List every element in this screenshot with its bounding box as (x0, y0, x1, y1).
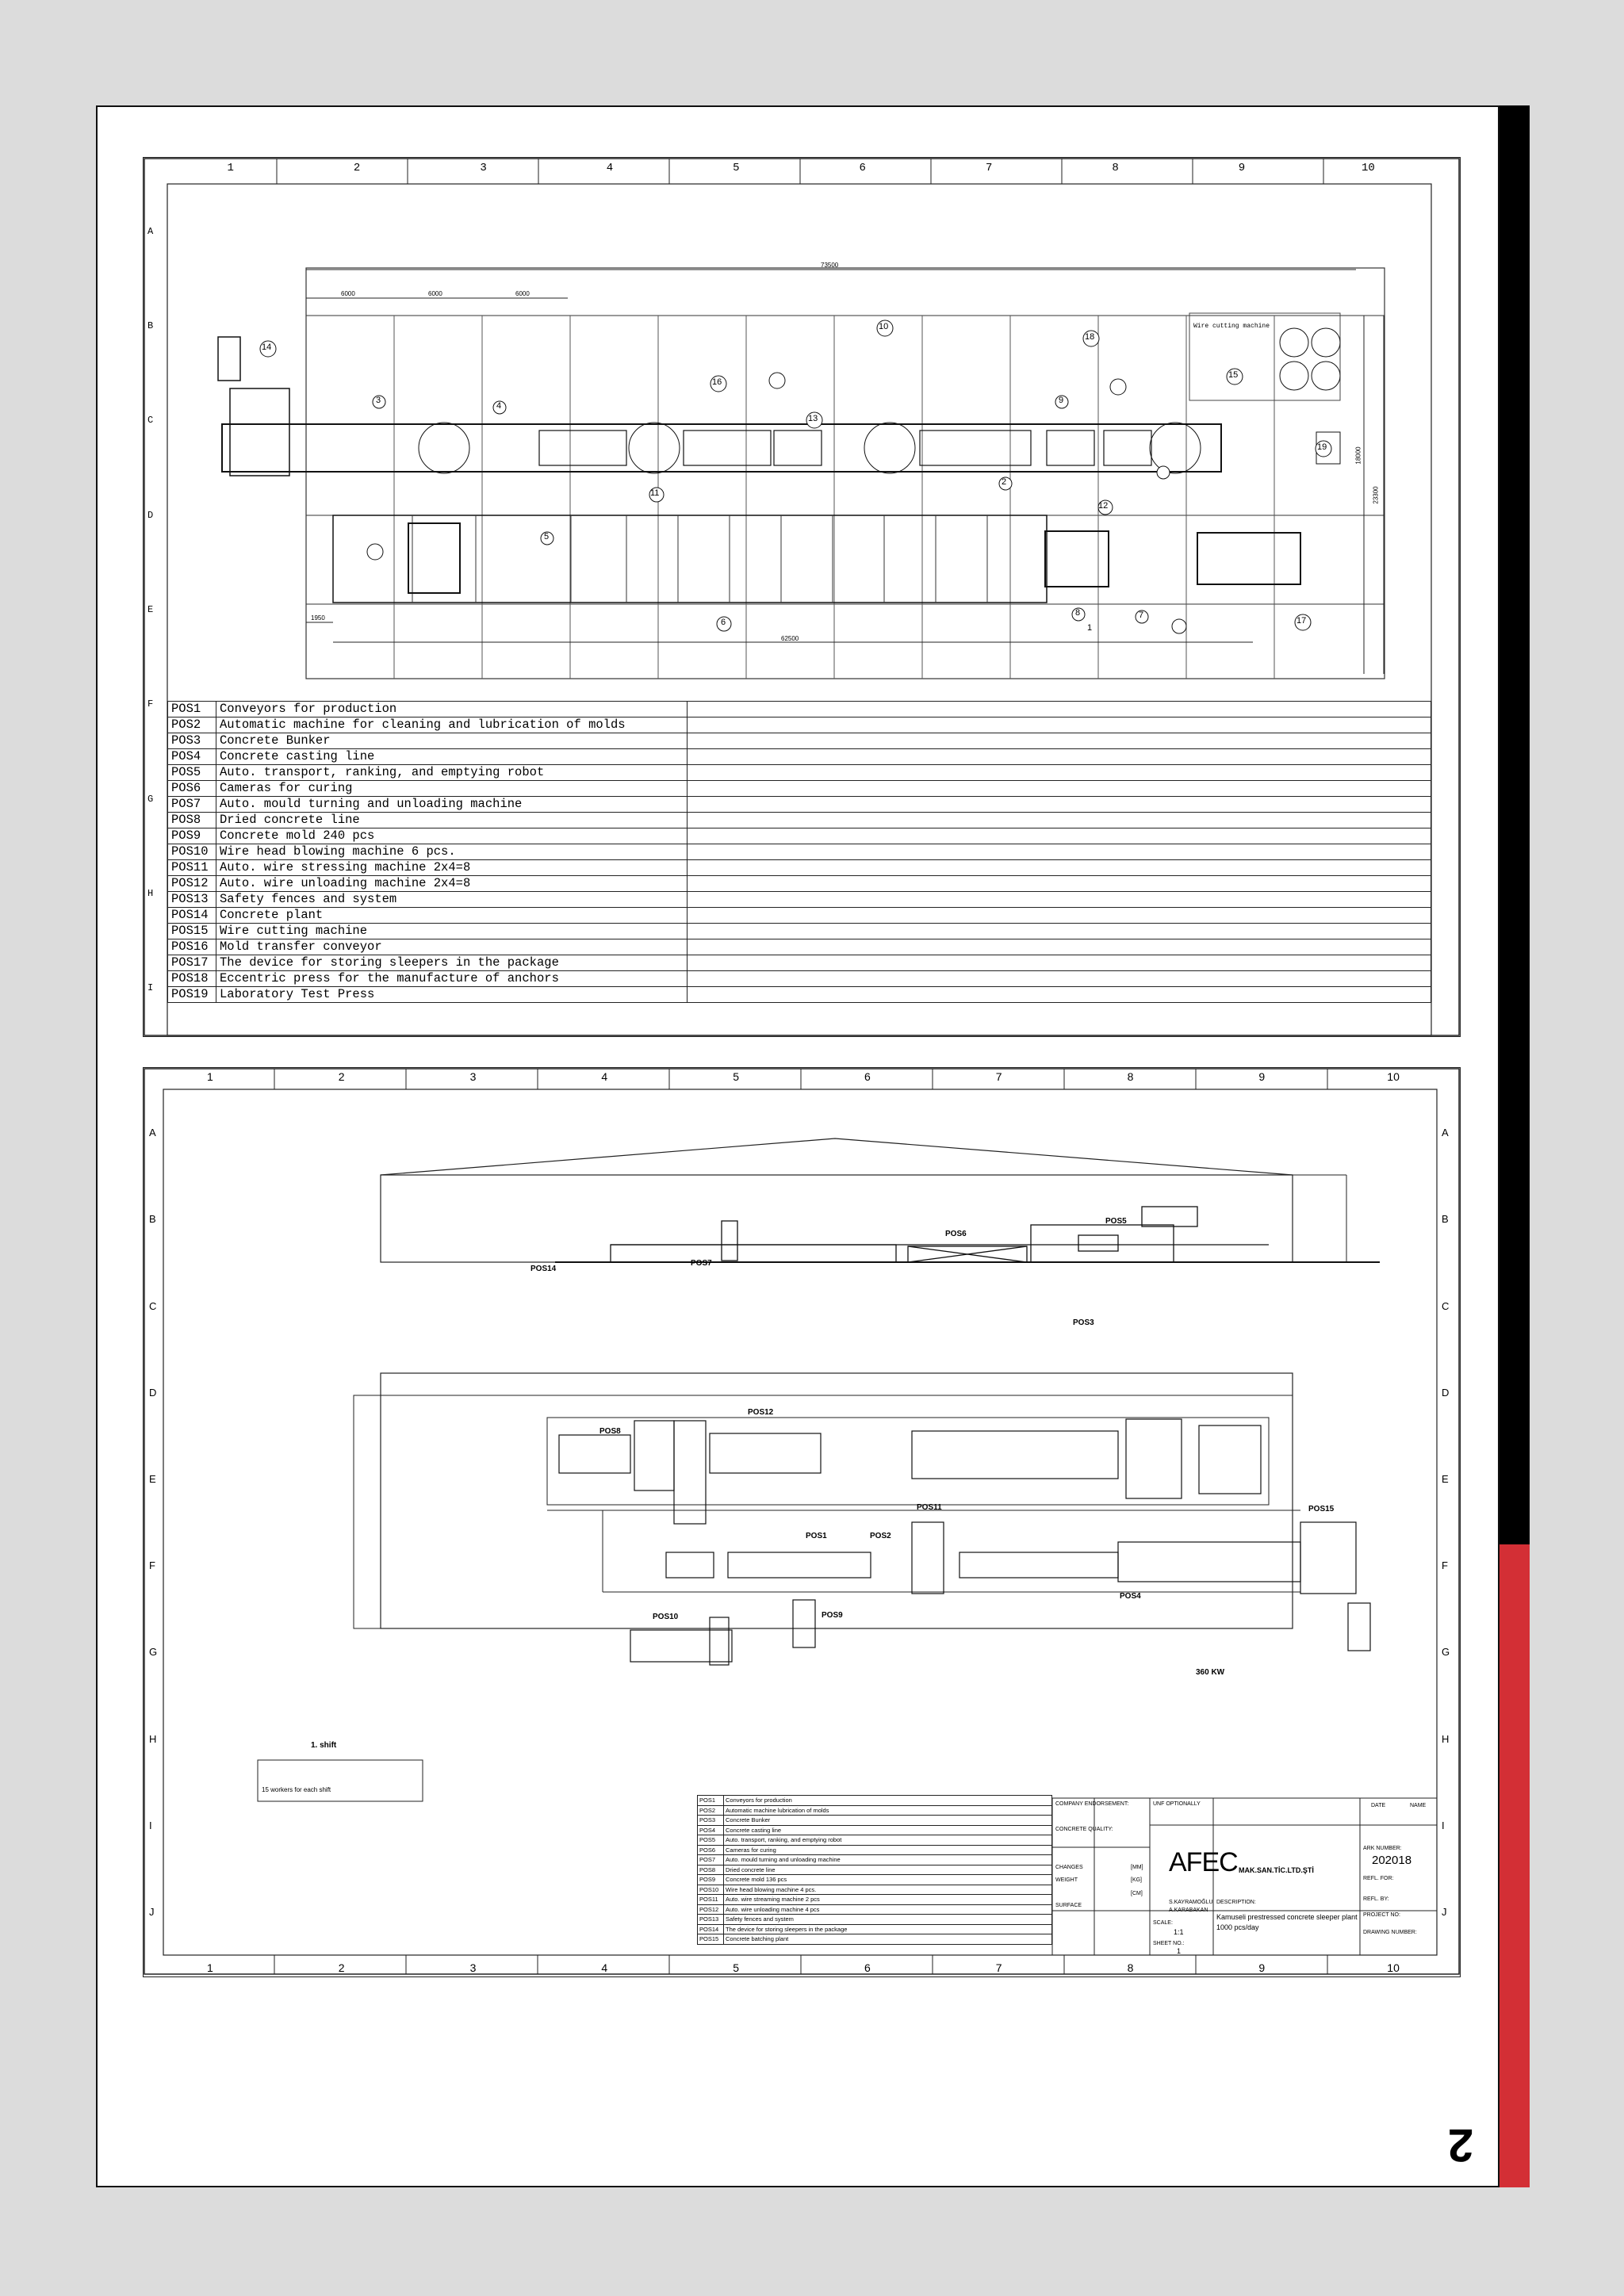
table-row (168, 749, 1431, 765)
tb-project-no: PROJECT NO: (1363, 1912, 1400, 1918)
pos-name: Concrete Bunker (724, 1816, 1052, 1826)
pos-id: POS8 (698, 1865, 724, 1875)
row-label: D (1442, 1386, 1450, 1399)
row-label: C (149, 1299, 157, 1312)
tb-description-label: DESCRIPTION: (1216, 1900, 1256, 1905)
pos-empty (688, 813, 1431, 828)
row-label: J (149, 1905, 155, 1918)
sheet1-column-labels (167, 162, 1431, 178)
tb-name: NAME (1410, 1803, 1427, 1808)
tb-drawn: S.KAYRAMOĞLU (1169, 1900, 1213, 1905)
table-row (698, 1796, 1052, 1806)
pos-id: POS5 (698, 1835, 724, 1846)
callout-number: 3 (376, 396, 381, 405)
col-label: 1 (207, 1070, 213, 1083)
tb-unit-cm: [CM] (1131, 1891, 1143, 1896)
pos-name: Concrete casting line (216, 749, 688, 765)
label-pos1: POS1 (806, 1532, 827, 1540)
callout-number: 4 (496, 401, 502, 411)
label-pos8: POS8 (599, 1427, 621, 1436)
callout-number: 6 (721, 618, 726, 627)
pos-name: Dried concrete line (724, 1865, 1052, 1875)
table-row (698, 1835, 1052, 1846)
col-label: 4 (601, 1070, 608, 1083)
row-label: E (149, 1472, 156, 1485)
col-label: 9 (1238, 162, 1246, 174)
table-row (168, 939, 1431, 955)
callout-number: 2 (1002, 477, 1007, 487)
pos-id: POS1 (168, 702, 216, 718)
sheet2-column-labels-top (144, 1070, 1459, 1085)
label-pos10: POS10 (653, 1613, 679, 1621)
row-label: H (147, 887, 154, 899)
table-row (698, 1845, 1052, 1855)
col-label: 5 (733, 1961, 739, 1974)
pos-name: Concrete casting line (724, 1825, 1052, 1835)
tb-refl-for: REFL. FOR: (1363, 1876, 1394, 1881)
row-label: B (147, 320, 154, 331)
table-row (698, 1875, 1052, 1885)
col-label: 8 (1127, 1961, 1134, 1974)
pos-id: POS9 (698, 1875, 724, 1885)
table-row (698, 1934, 1052, 1945)
col-label: 6 (864, 1070, 871, 1083)
table-row (168, 718, 1431, 733)
row-label: G (149, 1646, 158, 1659)
row-label: A (1442, 1127, 1449, 1139)
tb-drawing-number: DRAWING NUMBER: (1363, 1930, 1417, 1935)
pos-id: POS2 (698, 1805, 724, 1816)
col-label: 6 (859, 162, 866, 174)
tb-company-endorsement: COMPANY ENDORSEMENT: (1055, 1801, 1129, 1807)
col-label: 2 (353, 162, 361, 174)
sheet2-column-labels-bottom (144, 1961, 1459, 1976)
tb-unit-mm: [MM] (1131, 1865, 1143, 1870)
company-logo-text: AFEC (1169, 1847, 1238, 1877)
row-label: A (149, 1127, 156, 1139)
pos-empty (688, 908, 1431, 924)
pos-name: Concrete batching plant (724, 1934, 1052, 1945)
wire-cutting-label: Wire cutting machine (1193, 323, 1270, 330)
pos-name: Concrete mold 240 pcs (216, 828, 688, 844)
col-label: 4 (601, 1961, 608, 1974)
row-label: D (147, 509, 154, 521)
pos-empty (688, 828, 1431, 844)
row-label: A (147, 225, 154, 237)
power-label: 360 KW (1196, 1668, 1225, 1677)
tb-ark-number-label: ARK NUMBER: (1363, 1846, 1402, 1851)
pos-id: POS3 (698, 1816, 724, 1826)
pos-id: POS10 (698, 1885, 724, 1895)
col-label: 10 (1387, 1070, 1400, 1083)
label-pos15: POS15 (1308, 1505, 1335, 1513)
pos-id: POS6 (698, 1845, 724, 1855)
tb-sheet-no: 1 (1177, 1947, 1182, 1955)
table-row (168, 844, 1431, 860)
pos-name: The device for storing sleepers in the package (216, 955, 688, 971)
dim-total-length: 73500 (821, 262, 839, 269)
sheet2-row-labels-right (1442, 1089, 1454, 1955)
pos-name: Auto. wire unloading machine 2x4=8 (216, 876, 688, 892)
row-label: D (149, 1386, 157, 1399)
pos-empty (688, 860, 1431, 876)
pos-name: Auto. wire streaming machine 2 pcs (724, 1895, 1052, 1905)
table-row (168, 733, 1431, 749)
tb-changes: CHANGES (1055, 1865, 1083, 1870)
col-label: 8 (1127, 1070, 1134, 1083)
pos-id: POS5 (168, 765, 216, 781)
pos-name: Dried concrete line (216, 813, 688, 828)
col-label: 10 (1361, 162, 1375, 174)
company-suffix: MAK.SAN.TİC.LTD.ŞTİ (1239, 1866, 1314, 1874)
table-row (698, 1895, 1052, 1905)
callout-number: 16 (712, 377, 722, 387)
pos-id: POS6 (168, 781, 216, 797)
pos-name: Wire cutting machine (216, 924, 688, 939)
pos-id: POS12 (168, 876, 216, 892)
row-label: I (147, 982, 154, 994)
pos-empty (688, 797, 1431, 813)
row-label: H (149, 1732, 157, 1745)
pos-empty (688, 892, 1431, 908)
pos-id: POS13 (698, 1915, 724, 1925)
pos-id: POS11 (698, 1895, 724, 1905)
pos-name: Mold transfer conveyor (216, 939, 688, 955)
row-label: F (1442, 1559, 1448, 1572)
tb-surface: SURFACE (1055, 1903, 1082, 1908)
pos-name: Eccentric press for the manufacture of anchors (216, 971, 688, 987)
pos-empty (688, 733, 1431, 749)
table-row (698, 1816, 1052, 1826)
pos-name: The device for storing sleepers in the package (724, 1924, 1052, 1934)
callout-number: 17 (1297, 616, 1307, 626)
table-row (168, 797, 1431, 813)
row-label: G (1442, 1646, 1450, 1659)
pos-name: Concrete Bunker (216, 733, 688, 749)
col-label: 6 (864, 1961, 871, 1974)
dim-d2: 6000 (428, 290, 442, 297)
sheet1-row-labels (147, 184, 163, 1035)
callout-number: 13 (808, 414, 818, 423)
pos-empty (688, 781, 1431, 797)
label-pos6: POS6 (945, 1230, 967, 1238)
row-label: G (147, 793, 154, 805)
pos-empty (688, 955, 1431, 971)
pos-name: Wire head blowing machine 6 pcs. (216, 844, 688, 860)
pos-empty (688, 876, 1431, 892)
col-label: 3 (480, 162, 487, 174)
table-row (698, 1855, 1052, 1866)
col-label: 5 (733, 1070, 739, 1083)
dim-d1: 6000 (341, 290, 355, 297)
callout-number: 15 (1228, 370, 1239, 380)
tb-unit-kg: [KG] (1131, 1877, 1143, 1883)
pos-name: Cameras for curing (724, 1845, 1052, 1855)
tb-scale-label: SCALE: (1153, 1920, 1173, 1926)
pos-id: POS11 (168, 860, 216, 876)
pos-id: POS2 (168, 718, 216, 733)
callout-number: 14 (262, 342, 272, 352)
pos-name: Conveyors for production (216, 702, 688, 718)
tb-date: DATE (1371, 1803, 1386, 1808)
shift-title: 1. shift (311, 1741, 337, 1750)
col-label: 4 (606, 162, 614, 174)
pos-name: Auto. wire unloading machine 4 pcs (724, 1904, 1052, 1915)
table-row (168, 781, 1431, 797)
table-row (698, 1885, 1052, 1895)
table-row (168, 924, 1431, 939)
pos-id: POS14 (698, 1924, 724, 1934)
col-label: 2 (338, 1070, 345, 1083)
pos-empty (688, 702, 1431, 718)
row-label: B (1442, 1213, 1449, 1226)
pos-id: POS14 (168, 908, 216, 924)
dim-left-small: 1950 (311, 614, 325, 622)
pos-id: POS7 (698, 1855, 724, 1866)
table-row (168, 971, 1431, 987)
page-number: 2 (1447, 2119, 1474, 2171)
pos-name: Laboratory Test Press (216, 987, 688, 1003)
tb-sheet-no-label: SHEET NO.: (1153, 1941, 1185, 1946)
col-label: 1 (227, 162, 234, 174)
tb-ark-number: 202018 (1372, 1854, 1412, 1867)
pos-name: Concrete plant (216, 908, 688, 924)
pos-id: POS17 (168, 955, 216, 971)
callout-number: 19 (1317, 442, 1327, 452)
pos-empty (688, 987, 1431, 1003)
callout-number: 10 (879, 322, 889, 331)
tb-concrete-quality: CONCRETE QUALITY: (1055, 1827, 1113, 1832)
sheet2-row-labels-left (149, 1089, 162, 1955)
callout-number: 1 (1087, 623, 1093, 633)
pos-name: Automatic machine lubrication of molds (724, 1805, 1052, 1816)
table-row (168, 876, 1431, 892)
pos-empty (688, 749, 1431, 765)
pos-name: Auto. mould turning and unloading machine (216, 797, 688, 813)
col-label: 7 (995, 1961, 1002, 1974)
col-label: 9 (1258, 1070, 1266, 1083)
row-label: F (149, 1559, 155, 1572)
label-pos9: POS9 (822, 1611, 843, 1620)
label-pos3: POS3 (1073, 1318, 1094, 1327)
row-label: C (1442, 1299, 1450, 1312)
shift-note: 15 workers for each shift (262, 1786, 331, 1793)
col-label: 8 (1112, 162, 1119, 174)
col-label: 9 (1258, 1961, 1266, 1974)
pos-id: POS8 (168, 813, 216, 828)
callout-number: 11 (650, 488, 660, 498)
pos-id: POS4 (698, 1825, 724, 1835)
tb-optional: UNF OPTIONALLY (1153, 1801, 1201, 1807)
row-label: C (147, 415, 154, 427)
tb-checked: A.KARABAKAN (1169, 1908, 1208, 1913)
dim-right-inner: 18000 (1354, 446, 1362, 465)
label-pos12: POS12 (748, 1408, 774, 1417)
pos-id: POS19 (168, 987, 216, 1003)
tb-scale: 1:1 (1174, 1928, 1184, 1936)
callout-number: 8 (1075, 608, 1081, 618)
label-pos14: POS14 (530, 1265, 557, 1273)
table-row (168, 813, 1431, 828)
pos-name: Auto. wire stressing machine 2x4=8 (216, 860, 688, 876)
pos-empty (688, 924, 1431, 939)
row-label: I (1442, 1819, 1445, 1831)
callout-number: 5 (544, 532, 550, 541)
pos-empty (688, 939, 1431, 955)
position-legend-table (167, 701, 1431, 1003)
label-pos11: POS11 (917, 1503, 942, 1512)
pos-empty (688, 718, 1431, 733)
table-row (168, 828, 1431, 844)
dim-d3: 6000 (515, 290, 530, 297)
tb-description: Kamuseli prestressed concrete sleeper plant 1000 pcs/day (1216, 1913, 1358, 1931)
pos-name: Auto. transport, ranking, and emptying robot (724, 1835, 1052, 1846)
col-label: 7 (995, 1070, 1002, 1083)
row-label: B (149, 1213, 156, 1226)
col-label: 3 (469, 1961, 477, 1974)
callout-number: 12 (1098, 501, 1109, 511)
col-label: 1 (207, 1961, 213, 1974)
pos-name: Auto. mould turning and unloading machine (724, 1855, 1052, 1866)
row-label: J (1442, 1905, 1447, 1918)
table-row (698, 1904, 1052, 1915)
dim-right-height: 23300 (1372, 486, 1380, 504)
pos-name: Automatic machine for cleaning and lubrication of molds (216, 718, 688, 733)
pos-id: POS12 (698, 1904, 724, 1915)
col-label: 10 (1387, 1961, 1400, 1974)
pos-name: Safety fences and system (724, 1915, 1052, 1925)
row-label: I (149, 1819, 152, 1831)
pos-id: POS9 (168, 828, 216, 844)
tb-weight: WEIGHT (1055, 1877, 1078, 1883)
label-pos2: POS2 (870, 1532, 891, 1540)
pos-id: POS1 (698, 1796, 724, 1806)
pos-name: Conveyors for production (724, 1796, 1052, 1806)
col-label: 2 (338, 1961, 345, 1974)
table-row (168, 955, 1431, 971)
table-row (698, 1825, 1052, 1835)
row-label: E (1442, 1472, 1449, 1485)
table-row (168, 702, 1431, 718)
pos-id: POS15 (698, 1934, 724, 1945)
table-row (168, 860, 1431, 876)
label-pos4: POS4 (1120, 1592, 1141, 1601)
pos-name: Safety fences and system (216, 892, 688, 908)
pos-id: POS16 (168, 939, 216, 955)
sheet2-position-table (697, 1795, 1052, 1945)
dim-bottom-length: 62500 (781, 635, 799, 642)
table-row (168, 987, 1431, 1003)
row-label: F (147, 698, 154, 710)
table-row (168, 892, 1431, 908)
callout-number: 7 (1139, 610, 1144, 620)
callout-number: 18 (1085, 332, 1095, 342)
label-pos7: POS7 (691, 1259, 712, 1268)
pos-id: POS13 (168, 892, 216, 908)
label-pos5: POS5 (1105, 1217, 1127, 1226)
pos-id: POS4 (168, 749, 216, 765)
table-row (168, 908, 1431, 924)
pos-name: Auto. transport, ranking, and emptying robot (216, 765, 688, 781)
pos-empty (688, 765, 1431, 781)
table-row (168, 765, 1431, 781)
table-row (698, 1805, 1052, 1816)
pos-id: POS3 (168, 733, 216, 749)
pos-empty (688, 844, 1431, 860)
pos-name: Wire head blowing machine 4 pcs. (724, 1885, 1052, 1895)
pos-id: POS10 (168, 844, 216, 860)
col-label: 5 (733, 162, 740, 174)
table-row (698, 1865, 1052, 1875)
pos-empty (688, 971, 1431, 987)
tb-refl-by: REFL. BY: (1363, 1896, 1389, 1902)
col-label: 3 (469, 1070, 477, 1083)
pos-id: POS7 (168, 797, 216, 813)
row-label: E (147, 603, 154, 615)
table-row (698, 1924, 1052, 1934)
table-row (698, 1915, 1052, 1925)
pos-name: Cameras for curing (216, 781, 688, 797)
pos-id: POS18 (168, 971, 216, 987)
col-label: 7 (985, 162, 993, 174)
pos-id: POS15 (168, 924, 216, 939)
row-label: H (1442, 1732, 1450, 1745)
pos-name: Concrete mold 136 pcs (724, 1875, 1052, 1885)
callout-number: 9 (1059, 396, 1064, 405)
